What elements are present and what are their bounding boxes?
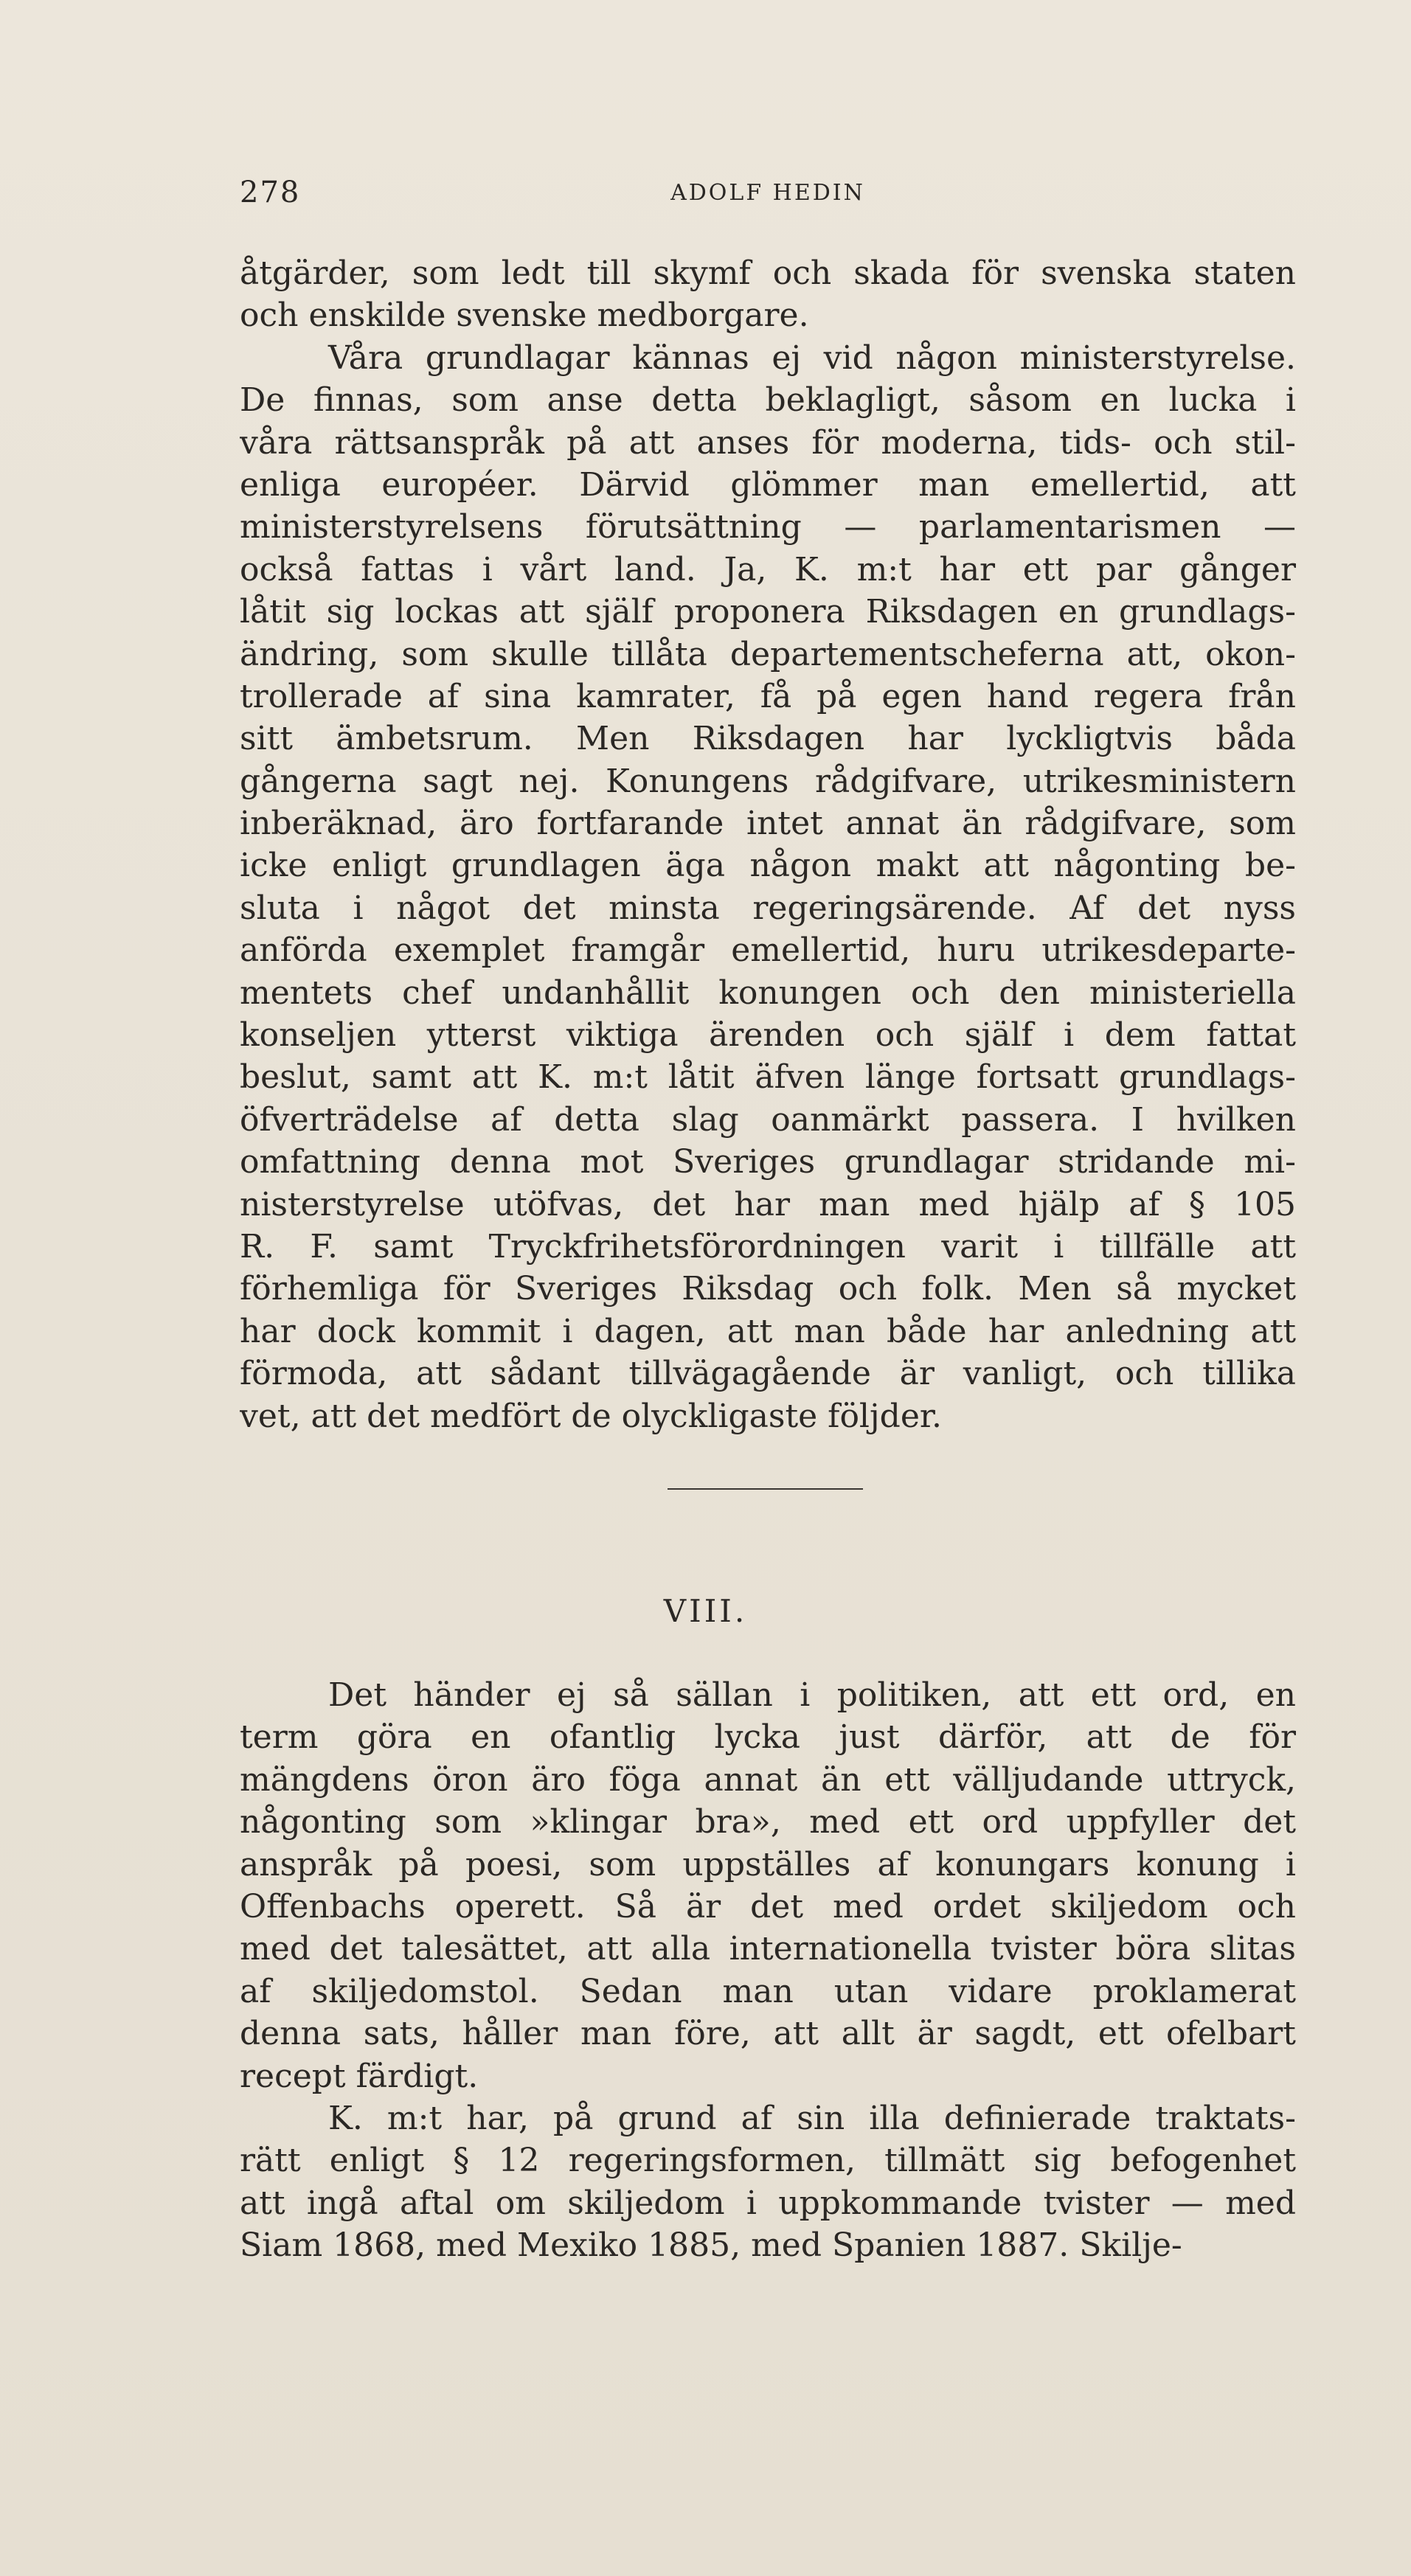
text-line: denna sats, håller man före, att allt är sagdt, ett ofelbart <box>240 2015 1296 2053</box>
text-block-after <box>240 1674 1296 2266</box>
text-line: nisterstyrelse utöfvas, det har man med hjälp af § 105 <box>240 1185 1296 1223</box>
text-line: De finnas, som anse detta beklagligt, såsom en lucka i <box>240 381 1296 420</box>
section-heading: VIII. <box>663 1593 748 1629</box>
text-line: icke enligt grundlagen äga någon makt att någonting be- <box>240 847 1296 885</box>
text-line: låtit sig lockas att själf proponera Riksdagen en grundlags- <box>240 593 1296 631</box>
text-line: recept färdigt. <box>240 2057 479 2095</box>
text-line: förmoda, att sådant tillvägagående är vanligt, och tillika <box>240 1355 1296 1393</box>
text-line: beslut, samt att K. m:t låtit äfven länge fortsatt grundlags- <box>240 1058 1296 1097</box>
text-line: mängdens öron äro föga annat än ett välljudande uttryck, <box>240 1760 1296 1799</box>
page-number: 278 <box>240 176 301 209</box>
text-line: trollerade af sina kamrater, få på egen hand regera från <box>240 677 1296 715</box>
text-line: öfverträdelse af detta slag oanmärkt passera. I hvilken <box>240 1100 1296 1139</box>
text-line: term göra en ofantlig lycka just därför, att de för <box>240 1718 1296 1757</box>
section-divider <box>668 1488 863 1490</box>
text-line: och enskilde svenske medborgare. <box>240 296 809 335</box>
text-line: rätt enligt § 12 regeringsformen, tillmätt sig befogenhet <box>240 2142 1296 2180</box>
text-line: mentets chef undanhållit konungen och den ministeriella <box>240 973 1296 1012</box>
text-line: sitt ämbetsrum. Men Riksdagen har lyckligtvis båda <box>240 720 1296 758</box>
text-line: Våra grundlagar kännas ej vid någon ministerstyrelse. <box>328 339 1296 377</box>
text-line: anspråk på poesi, som uppställes af konungars konung i <box>240 1845 1296 1884</box>
running-title: ADOLF HEDIN <box>670 180 865 206</box>
text-line: K. m:t har, på grund af sin illa definierade traktats- <box>328 2099 1296 2137</box>
text-line: våra rättsanspråk på att anses för moderna, tids- och stil- <box>240 423 1296 462</box>
text-line: med det talesättet, att alla internationella tvister böra slitas <box>240 1930 1296 1968</box>
running-head <box>240 176 1296 220</box>
text-line: ändring, som skulle tillåta departementscheferna att, okon- <box>240 635 1296 673</box>
text-line: gångerna sagt nej. Konungens rådgifvare, utrikesministern <box>240 762 1296 800</box>
text-line: enliga européer. Därvid glömmer man emellertid, att <box>240 465 1296 504</box>
text-line: omfattning denna mot Sveriges grundlagar stridande mi- <box>240 1143 1296 1181</box>
text-line: vet, att det medfört de olyckligaste följder. <box>240 1397 943 1435</box>
text-line: har dock kommit i dagen, att man både har anledning att <box>240 1312 1296 1350</box>
text-block-before <box>240 252 1296 1437</box>
text-line: ministerstyrelsens förutsättning — parlamentarismen — <box>240 508 1296 546</box>
text-line: förhemliga för Sveriges Riksdag och folk. Men så mycket <box>240 1270 1296 1308</box>
text-line: sluta i något det minsta regeringsärende. Af det nyss <box>240 889 1296 927</box>
text-line: Offenbachs operett. Så är det med ordet skiljedom och <box>240 1887 1296 1926</box>
text-line: inberäknad, äro fortfarande intet annat än rådgifvare, som <box>240 805 1296 843</box>
text-line: af skiljedomstol. Sedan man utan vidare proklamerat <box>240 1972 1296 2010</box>
text-line: Det händer ej så sällan i politiken, att ett ord, en <box>328 1676 1296 1714</box>
text-line: konseljen ytterst viktiga ärenden och själf i dem fattat <box>240 1016 1296 1055</box>
text-line: att ingå aftal om skiljedom i uppkommande tvister — med <box>240 2184 1296 2222</box>
text-line: anförda exemplet framgår emellertid, huru utrikesdeparte- <box>240 931 1296 970</box>
text-line: också fattas i vårt land. Ja, K. m:t har ett par gånger <box>240 550 1296 589</box>
text-line: åtgärder, som ledt till skymf och skada för svenska staten <box>240 254 1296 292</box>
text-line: R. F. samt Tryckfrihetsförordningen varit i tillfälle att <box>240 1227 1296 1266</box>
text-line: Siam 1868, med Mexiko 1885, med Spanien 1887. Skilje- <box>240 2226 1182 2265</box>
text-line: någonting som »klingar bra», med ett ord uppfyller det <box>240 1803 1296 1841</box>
